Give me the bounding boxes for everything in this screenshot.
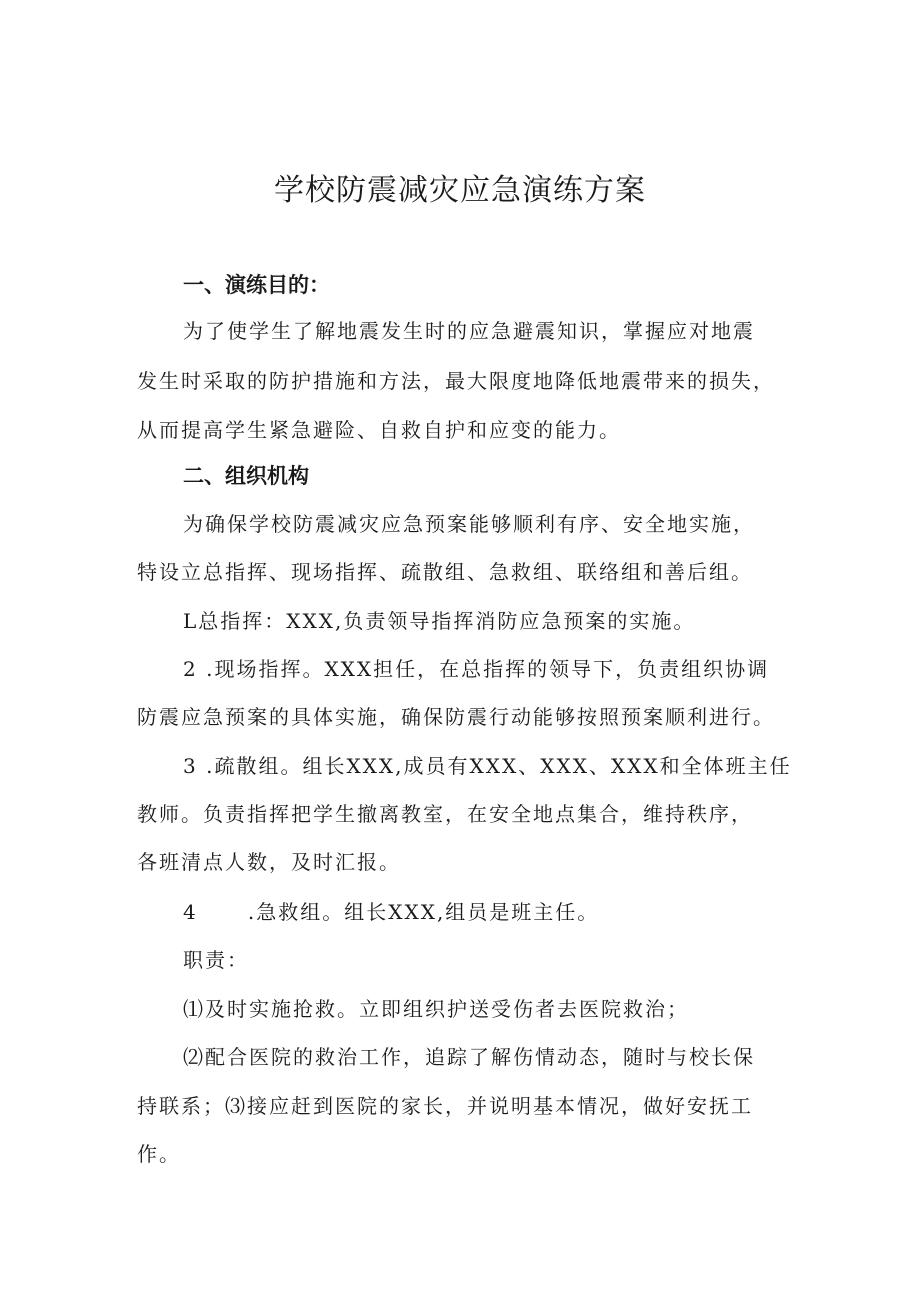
paragraph-line: 4 .急救组。组长XXX,组员是班主任。 xyxy=(183,900,600,924)
paragraph-line: 职责： xyxy=(183,948,249,972)
paragraph-line: 为确保学校防震减灾应急预案能够顺利有序、安全地实施， xyxy=(183,512,755,536)
section-heading-purpose: 一、演练目的： xyxy=(183,273,330,297)
paragraph-line: 3 .疏散组。组长XXX,成员有XXX、XXX、XXX和全体班主任 xyxy=(183,754,792,778)
paragraph-line: 作。 xyxy=(137,1142,181,1166)
paragraph-line: 从而提高学生紧急避险、自救自护和应变的能力。 xyxy=(137,418,621,442)
paragraph-line: 2 .现场指挥。XXX担任，在总指挥的领导下，负责组织协调 xyxy=(183,657,770,681)
paragraph-line: 持联系；⑶接应赶到医院的家长，并说明基本情况，做好安抚工 xyxy=(137,1094,753,1118)
section-heading-organization: 二、组织机构 xyxy=(183,464,309,488)
paragraph-line: 为了使学生了解地震发生时的应急避震知识，掌握应对地震 xyxy=(183,319,755,343)
paragraph-line: 教师。负责指挥把学生撤离教室，在安全地点集合，维持秩序， xyxy=(137,802,753,826)
paragraph-line: ⑵配合医院的救治工作，追踪了解伤情动态，随时与校长保 xyxy=(183,1045,755,1069)
paragraph-line: L总指挥：XXX,负责领导指挥消防应急预案的实施。 xyxy=(183,609,696,633)
paragraph-line: 特设立总指挥、现场指挥、疏散组、急救组、联络组和善后组。 xyxy=(137,560,753,584)
paragraph-line: 防震应急预案的具体实施，确保防震行动能够按照预案顺利进行。 xyxy=(137,705,775,729)
paragraph-line: 发生时采取的防护措施和方法，最大限度地降低地震带来的损失， xyxy=(137,369,775,393)
paragraph-line: ⑴及时实施抢救。立即组织护送受伤者去医院救治； xyxy=(183,997,689,1021)
document-title: 学校防震减灾应急演练方案 xyxy=(274,173,646,208)
paragraph-line: 各班清点人数，及时汇报。 xyxy=(137,850,401,874)
